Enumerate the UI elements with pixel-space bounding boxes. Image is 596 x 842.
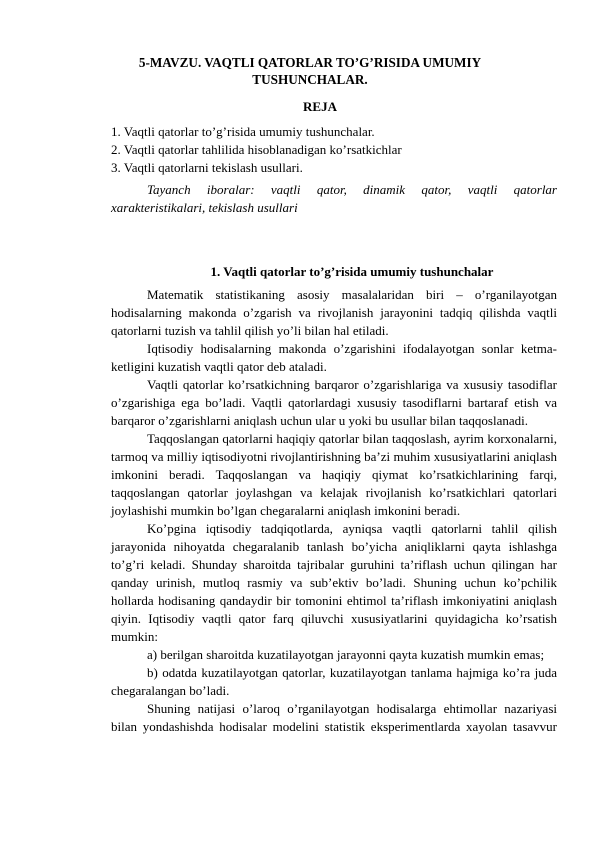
list-item-b: b) odatda kuzatilayotgan qatorlar, kuzatilayotgan tanlama hajmiga ko’ra juda chegaralangan bo’ladi.	[111, 665, 557, 698]
list-item-a: a) berilgan sharoitda kuzatilayotgan jarayonni qayta kuzatish mumkin emas;	[147, 647, 545, 662]
paragraph: Vaqtli qatorlar ko’rsatkichning barqaror o’zgarishlariga va xususiy tasodiflar o’zgarishiga ega bo’ladi. Vaqtli qatorlardagi xususiy tasodiflarni bartaraf etish va barqaror o’zgarishlarni aniqlash uchun ular u yoki bu usullar bilan taqqoslanadi.	[111, 377, 557, 428]
keywords-block	[111, 181, 557, 217]
paragraph: Ko’pgina iqtisodiy tadqiqotlarda, ayniqsa vaqtli qatorlarni tahlil qilish jarayonida nihoyatda chegaralanib tanlash bo’yicha aniqliklarni qayta ishlashga to’g’ri keladi. Shunday sharoitda tajribalar guruhini ta’riflash uchun qilingan har qanday urinish, mutloq rasmiy va sub’ektiv bo’ladi. Shuning uchun ko’pchilik hollarda hodisaning qandaydir bir tomonini ehtimol ta’riflash imkoniyatini aniqlash qiyin. Iqtisodiy vaqtli qator farq qiluvchi xususiyatlarini quyidagicha ko’rsatish mumkin:	[111, 521, 557, 644]
paragraph: Iqtisodiy hodisalarning makonda o’zgarishini ifodalayotgan sonlar ketma-ketligini kuzatish vaqtli qator deb ataladi.	[111, 341, 557, 374]
paragraph: Taqqoslangan qatorlarni haqiqiy qatorlar bilan taqqoslash, ayrim korxonalarni, tarmoq va milliy iqtisodiyotni rivojlantirishning ba’zi muhim xususiyatlarini aniqlash imkonini beradi. Taqqoslangan va haqiqiy qiymat ko’rsatkichlarining farqi, taqqoslangan qatorlar joylashgan va kelajak rivojlanish ko’rsatkichlari qatorlari joylashishi mumkin bo’lgan chegaralarni aniqlash imkonini beradi.	[111, 431, 557, 518]
section-heading: 1. Vaqtli qatorlar to’g’risida umumiy tushunchalar	[210, 264, 494, 279]
paragraph: Shuning natijasi o’laroq o’rganilayotgan hodisalarga ehtimollar nazariyasi bilan yondashishda hodisalar modelini statistik eksperimentlarda xayolan tasavvur	[111, 701, 557, 734]
page-title	[110, 54, 510, 88]
plan-list	[111, 123, 561, 177]
plan-item: 1. Vaqtli qatorlar to’g’risida umumiy tushunchalar.	[111, 124, 375, 139]
body-text	[111, 286, 557, 736]
plan-heading: REJA	[303, 99, 337, 114]
keywords-text: Tayanch iboralar: vaqtli qator, dinamik qator, vaqtli qatorlar xarakteristikalari, tekislash usullari	[111, 182, 557, 215]
title-line-2: TUSHUNCHALAR.	[252, 72, 368, 87]
plan-item: 3. Vaqtli qatorlarni tekislash usullari.	[111, 160, 303, 175]
paragraph: Matematik statistikaning asosiy masalalaridan biri – o’rganilayotgan hodisalarning makonda o’zgarish va rivojlanish jarayonini tadqiq qilishda vaqtli qatorlarni tuzish va tahlil qilish yo’li bilan hal etiladi.	[111, 287, 557, 338]
plan-item: 2. Vaqtli qatorlar tahlilida hisoblanadigan ko’rsatkichlar	[111, 142, 402, 157]
title-line-1: 5-MAVZU. VAQTLI QATORLAR TO’G’RISIDA UMUMIY	[138, 55, 482, 70]
